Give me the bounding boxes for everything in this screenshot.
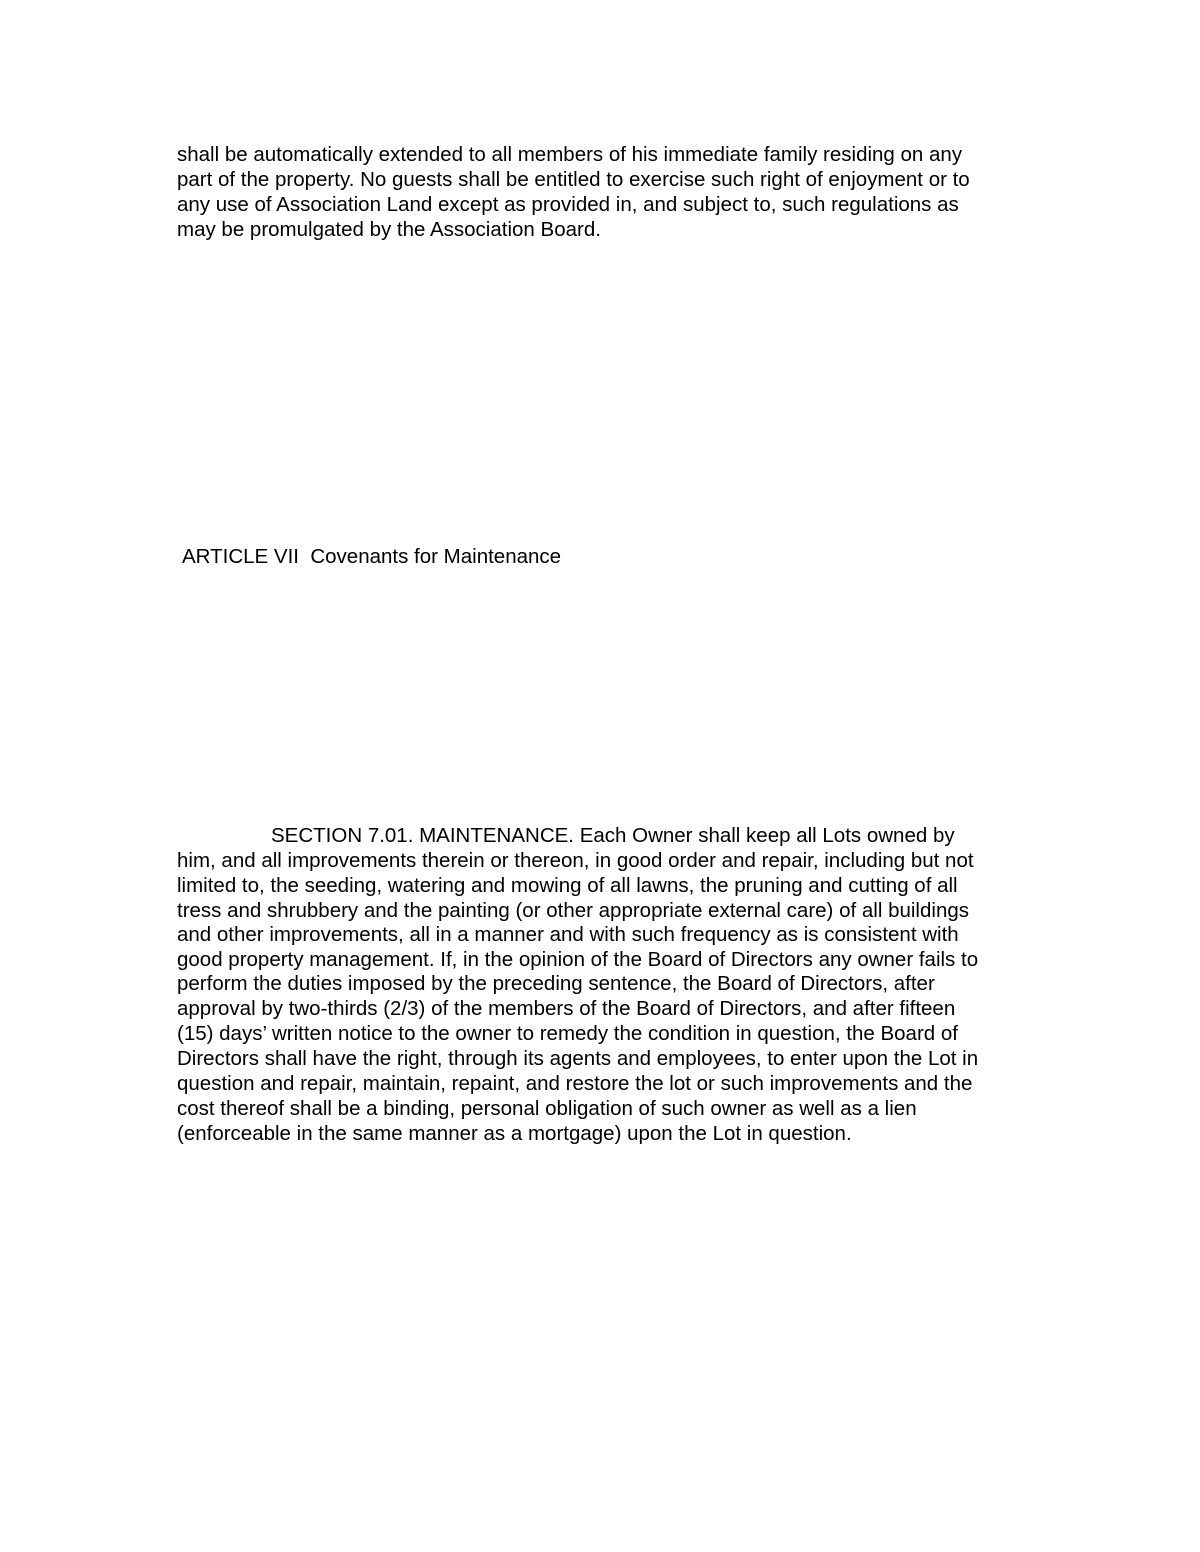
paragraph-line: part of the property. No guests shall be entitled to exercise such right of enjoyment or to [177,168,970,191]
section-line: good property management. If, in the opinion of the Board of Directors any owner fails to [177,948,979,971]
section-line: approval by two-thirds (2/3) of the members of the Board of Directors, and after fifteen [177,997,956,1020]
paragraph-line: may be promulgated by the Association Board. [177,218,601,241]
section-line: him, and all improvements therein or thereon, in good order and repair, including but not [177,849,974,872]
section-line: perform the duties imposed by the preceding sentence, the Board of Directors, after [177,972,935,995]
section-line: (enforceable in the same manner as a mortgage) upon the Lot in question. [177,1122,852,1145]
section-line: limited to, the seeding, watering and mowing of all lawns, the pruning and cutting of all [177,874,958,897]
section-line: question and repair, maintain, repaint, and restore the lot or such improvements and the [177,1072,973,1095]
paragraph-line: any use of Association Land except as provided in, and subject to, such regulations as [177,193,959,216]
article-heading: ARTICLE VII Covenants for Maintenance [182,545,562,568]
section-line: SECTION 7.01. MAINTENANCE. Each Owner shall keep all Lots owned by [271,824,955,847]
section-line: (15) days’ written notice to the owner to remedy the condition in question, the Board of [177,1022,958,1045]
paragraph-line: shall be automatically extended to all members of his immediate family residing on any [177,143,963,166]
section-line: Directors shall have the right, through its agents and employees, to enter upon the Lot in [177,1047,979,1070]
section-line: cost thereof shall be a binding, personal obligation of such owner as well as a lien [177,1097,917,1120]
section-line: tress and shrubbery and the painting (or other appropriate external care) of all buildings [177,899,969,922]
section-line: and other improvements, all in a manner and with such frequency as is consistent with [177,923,959,946]
